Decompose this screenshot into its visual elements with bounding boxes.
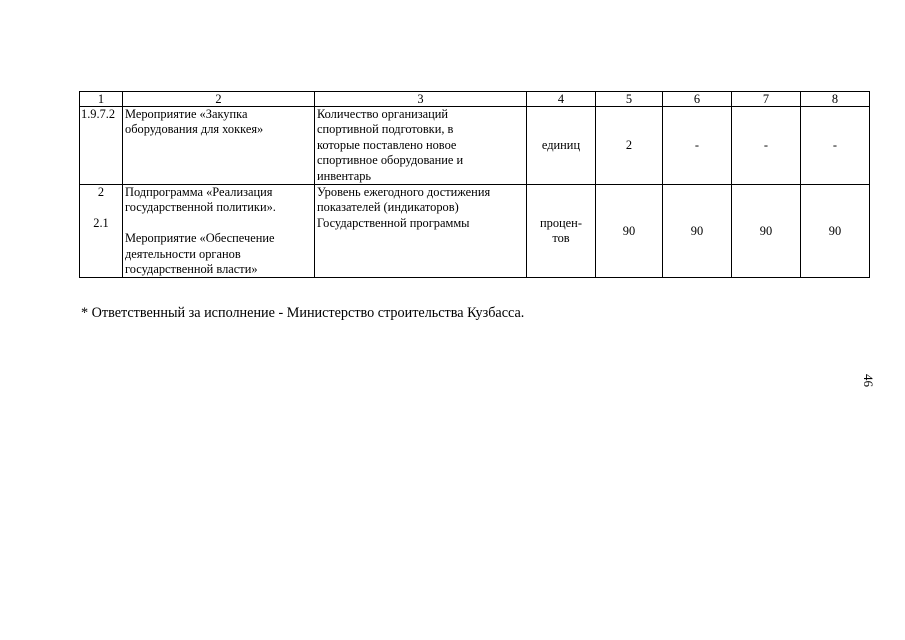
indicator-cell — [315, 107, 527, 185]
page-number: 46 — [861, 374, 876, 387]
value-col-6: 90 — [663, 185, 732, 278]
table-row-state-policy — [80, 185, 870, 278]
header-cell-4: 4 — [527, 92, 596, 107]
subprogram-name-line: Подпрограмма «Реализация — [125, 185, 273, 200]
unit-line: единиц — [541, 137, 581, 152]
row-number-top: 2 — [97, 185, 105, 200]
header-cell-5: 5 — [596, 92, 663, 107]
table-row-hockey-equipment — [80, 107, 870, 185]
value-col-7: 90 — [732, 185, 801, 278]
header-cell-1: 1 — [80, 92, 123, 107]
unit-line: процен- — [540, 215, 582, 230]
row-number-sub: 2.1 — [93, 215, 109, 230]
value-col-8: - — [801, 107, 870, 185]
row-number — [80, 185, 123, 278]
table-header-row — [80, 92, 870, 107]
indicator-line: спортивной подготовки, в — [317, 122, 454, 137]
indicator-line: Количество организаций — [317, 107, 449, 121]
unit-cell — [527, 107, 596, 185]
event-name-line: оборудования для хоккея» — [125, 122, 264, 137]
indicator-line: спортивное оборудование и — [317, 153, 464, 168]
event-name-cell — [123, 107, 315, 185]
unit-cell — [527, 185, 596, 278]
responsible-footnote: * Ответственный за исполнение - Министерство строительства Кузбасса. — [81, 305, 525, 321]
unit-line: тов — [552, 231, 570, 246]
subprogram-name-line: государственной политики». — [125, 200, 276, 215]
header-cell-7: 7 — [732, 92, 801, 107]
header-cell-8: 8 — [801, 92, 870, 107]
value-col-7: - — [732, 107, 801, 185]
indicator-line: которые поставлено новое — [317, 137, 457, 152]
indicator-line: показателей (индикаторов) — [317, 200, 459, 215]
indicator-cell — [315, 185, 527, 278]
event-name-line: Мероприятие «Закупка — [125, 107, 248, 121]
value-col-5: 90 — [596, 185, 663, 278]
row-number: 1.9.7.2 — [80, 107, 123, 185]
indicator-line: инвентарь — [317, 168, 372, 183]
header-cell-3: 3 — [315, 92, 527, 107]
indicator-line: Государственной программы — [317, 215, 470, 230]
event-name-cell — [123, 185, 315, 278]
event-name-line: Мероприятие «Обеспечение — [125, 231, 275, 246]
value-col-5: 2 — [596, 107, 663, 185]
event-name-line: деятельности органов — [125, 246, 241, 261]
header-cell-2: 2 — [123, 92, 315, 107]
value-col-6: - — [663, 107, 732, 185]
program-indicators-table — [79, 91, 870, 278]
indicator-line: Уровень ежегодного достижения — [317, 185, 491, 200]
event-name-line: государственной власти» — [125, 262, 258, 277]
value-col-8: 90 — [801, 185, 870, 278]
header-cell-6: 6 — [663, 92, 732, 107]
